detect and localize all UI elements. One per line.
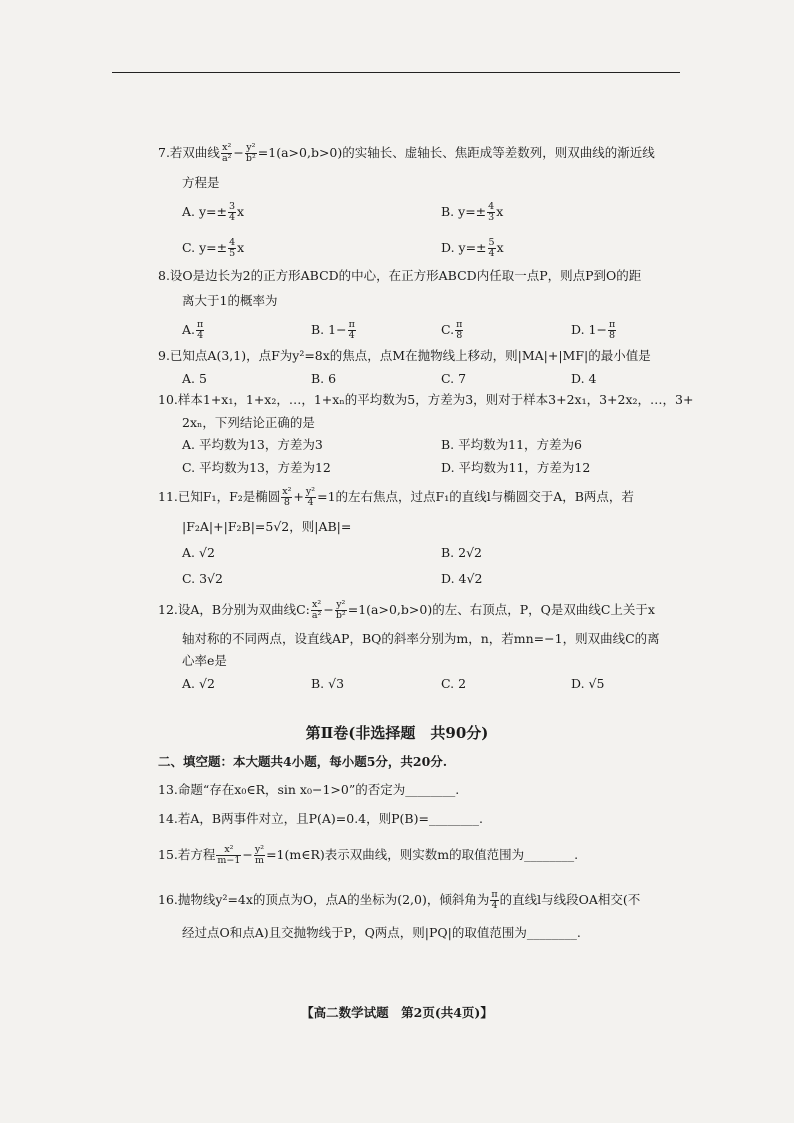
- q7-option-c: C. y=± $\frac{4}{5}$ x: [182, 237, 245, 259]
- q8-option-a: A. $\frac{\pi}{4}$: [182, 319, 204, 341]
- q10-line1: 10.样本1+x₁，1+x₂，…，1+xₙ的平均数为5，方差为3，则对于样本3+2x₁，3+2x₂，…，3+: [158, 392, 694, 407]
- section-heading: 二、填空题：本大题共4小题，每小题5分，共20分.: [158, 754, 448, 769]
- q11-option-b: B. 2√2: [441, 545, 483, 560]
- q8-line1: 8.设O是边长为2的正方形ABCD的中心，在正方形ABCD内任取一点P，则点P到O的距: [158, 268, 642, 283]
- q7-option-a: A. y=± $\frac{3}{4}$ x: [182, 201, 245, 223]
- q7-option-d: D. y=± $\frac{5}{4}$ x: [441, 237, 504, 259]
- q10-option-c: C. 平均数为13，方差为12: [182, 460, 331, 475]
- q11-option-a: A. √2: [182, 545, 215, 560]
- q12-line1: 12.设A，B分别为双曲线C: $\frac{\text{x²}}{\text{a²}}$ − $\frac{\text{y²}}{\text{b²}}$ =1(a>0,b>0)的左、右顶点，P，Q是双曲线C上关于x: [158, 599, 655, 621]
- q10-option-b: B. 平均数为11，方差为6: [441, 437, 582, 452]
- q8-option-d: D. 1− $\frac{\pi}{8}$: [571, 319, 616, 341]
- q11-option-c: C. 3√2: [182, 571, 223, 586]
- q14-line: 14.若A，B两事件对立，且P(A)=0.4，则P(B)=________.: [158, 811, 483, 826]
- q7-line2: 方程是: [182, 175, 220, 190]
- q13-line: 13.命题“存在x₀∈R，sin x₀−1>0”的否定为________.: [158, 782, 460, 797]
- q8-option-b: B. 1− $\frac{\pi}{4}$: [311, 319, 355, 341]
- q9-option-b: B. 6: [311, 371, 337, 386]
- q15-line: 15.若方程 $\frac{\text{x²}}{m-1}$ − $\frac{\text{y²}}{m}$ =1(m∈R)表示双曲线，则实数m的取值范围为________.: [158, 844, 579, 866]
- q10-line2: 2xₙ，下列结论正确的是: [182, 415, 315, 430]
- page-footer: 【高二数学试题 第2页(共4页)】: [301, 1005, 493, 1020]
- header-rule: [112, 72, 680, 73]
- section-title: 第Ⅱ卷(非选择题 共90分): [305, 724, 489, 742]
- q11-line1: 11.已知F₁，F₂是椭圆 $\frac{\text{x²}}{8}$ + $\frac{\text{y²}}{4}$ =1的左右焦点，过点F₁的直线l与椭圆交于A，B两点，若: [158, 486, 634, 508]
- q12-option-d: D. √5: [571, 676, 605, 691]
- q9-line1: 9.已知点A(3,1)，点F为y²=8x的焦点，点M在抛物线上移动，则|MA|+|MF|的最小值是: [158, 348, 651, 363]
- q11-line2: |F₂A|+|F₂B|=5√2，则|AB|=: [182, 519, 352, 534]
- q16-line1: 16.抛物线y²=4x的顶点为O，点A的坐标为(2,0)，倾斜角为 $\frac{\pi}{4}$ 的直线l与线段OA相交(不: [158, 889, 641, 911]
- q12-line3: 心率e是: [182, 653, 227, 668]
- q12-option-a: A. √2: [182, 676, 215, 691]
- q12-option-b: B. √3: [311, 676, 345, 691]
- q9-option-d: D. 4: [571, 371, 597, 386]
- q9-option-a: A. 5: [182, 371, 207, 386]
- q9-option-c: C. 7: [441, 371, 467, 386]
- q7-line1: 7.若双曲线 $\frac{\text{x²}}{\text{a²}}$ − $\frac{\text{y²}}{\text{b²}}$ =1(a>0,b>0)的实轴长、虚轴长、焦距成等差数列，则双曲线的渐近线: [158, 142, 655, 164]
- q7-option-b: B. y=± $\frac{4}{3}$ x: [441, 201, 504, 223]
- q10-option-a: A. 平均数为13，方差为3: [182, 437, 323, 452]
- q7-frac1: $\frac{\text{x²}}{\text{a²}}$: [221, 142, 232, 164]
- q8-option-c: C. $\frac{\pi}{8}$: [441, 319, 463, 341]
- q8-line2: 离大于1的概率为: [182, 293, 278, 308]
- q12-line2: 轴对称的不同两点，设直线AP，BQ的斜率分别为m，n，若mn=−1，则双曲线C的离: [182, 631, 660, 646]
- q7-frac2: $\frac{\text{y²}}{\text{b²}}$: [245, 142, 256, 164]
- q12-option-c: C. 2: [441, 676, 467, 691]
- q10-option-d: D. 平均数为11，方差为12: [441, 460, 591, 475]
- q16-line2: 经过点O和点A)且交抛物线于P，Q两点，则|PQ|的取值范围为________.: [182, 925, 581, 940]
- q11-option-d: D. 4√2: [441, 571, 483, 586]
